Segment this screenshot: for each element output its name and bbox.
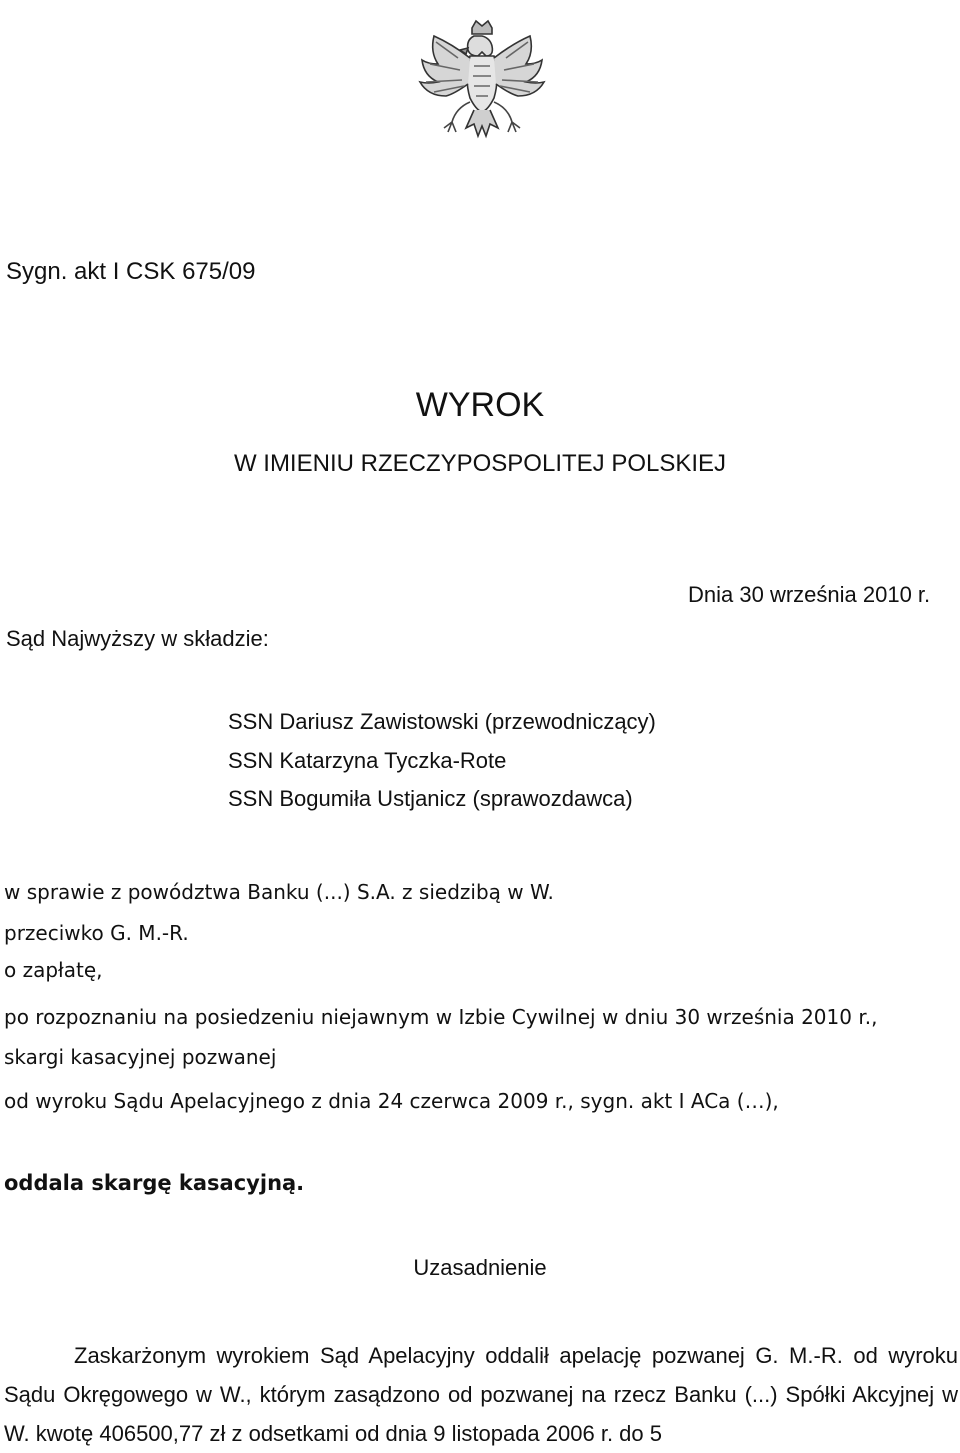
judge-presiding: SSN Dariusz Zawistowski (przewodniczący) [228, 709, 656, 734]
case-signature: Sygn. akt I CSK 675/09 [6, 258, 256, 285]
judge-rapporteur: SSN Bogumiła Ustjanicz (sprawozdawca) [228, 786, 633, 811]
case-hearing-line: po rozpoznaniu na posiedzeniu niejawnym w Izbie Cywilnej w dniu 30 września 2010 r., [4, 1005, 878, 1029]
justification-heading: Uzasadnienie [413, 1255, 547, 1280]
case-subject-line: o zapłatę, [4, 958, 103, 982]
case-lower-court-line: od wyroku Sądu Apelacyjnego z dnia 24 czerwca 2009 r., sygn. akt I ACa (…), [4, 1089, 779, 1113]
case-plaintiff-line: w sprawie z powództwa Banku (...) S.A. z siedzibą w W. [4, 880, 554, 904]
court-composition-label: Sąd Najwyższy w składzie: [6, 626, 269, 651]
justification-paragraph [4, 1336, 958, 1453]
judgment-date: Dnia 30 września 2010 r. [688, 582, 931, 607]
judge-member: SSN Katarzyna Tyczka-Rote [228, 748, 507, 773]
verdict-text: oddala skargę kasacyjną. [4, 1171, 305, 1195]
polish-eagle-emblem-icon [412, 18, 552, 150]
justification-text: Zaskarżonym wyrokiem Sąd Apelacyjny oddalił apelację pozwanej G. M.-R. od wyroku Sądu Okręgowego w W., którym zasądzono od pozwanej na rzecz Banku (...) Spółki Akcyjnej w W. kwotę 406500,77 zł z odsetkami od dnia 9 listopada 2006 r. do 5 [4, 1343, 958, 1446]
document-title: WYROK [415, 386, 545, 424]
case-defendant-line: przeciwko G. M.-R. [4, 921, 189, 945]
case-appeal-line: skargi kasacyjnej pozwanej [4, 1045, 277, 1069]
document-subtitle: W IMIENIU RZECZYPOSPOLITEJ POLSKIEJ [233, 450, 727, 477]
